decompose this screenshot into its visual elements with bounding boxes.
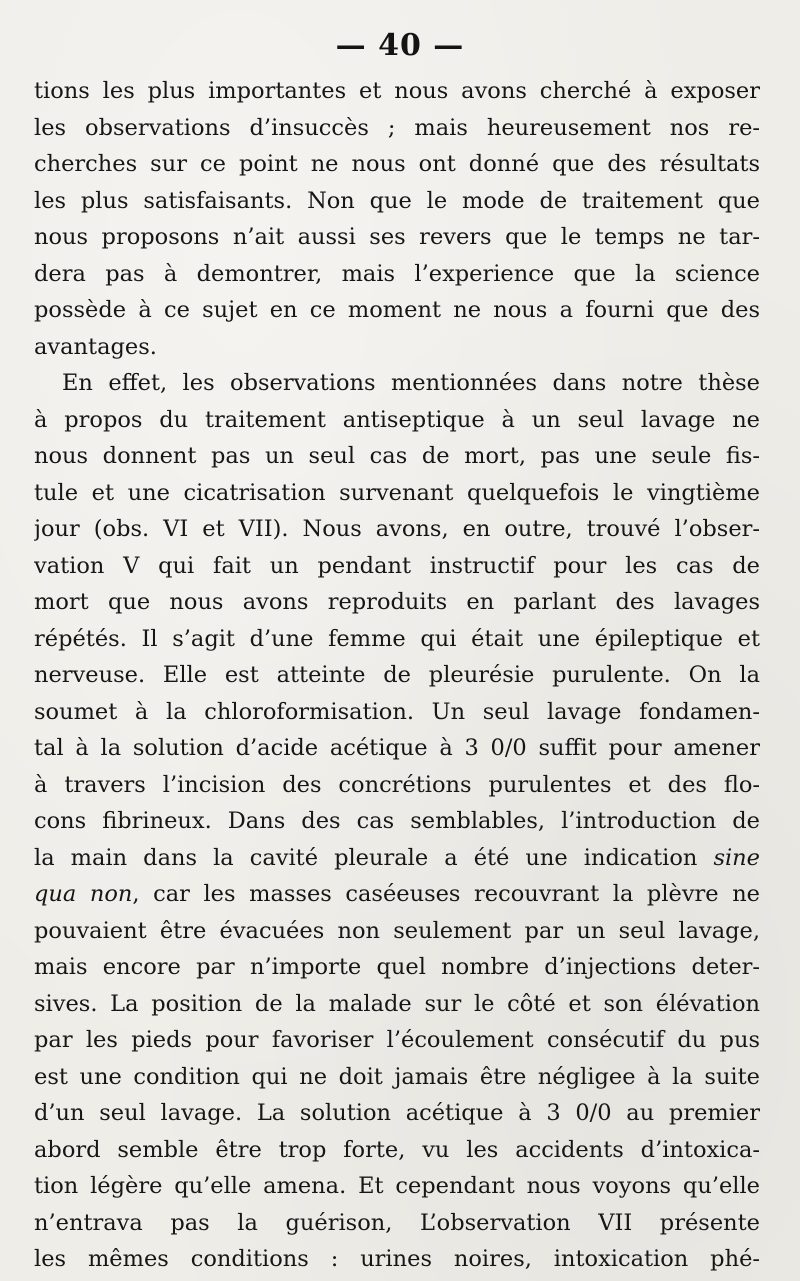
text-line: sives. La position de la malade sur le côté et son élévation	[34, 990, 760, 1017]
text-line: d’un seul lavage. La solution acétique à 3 0/0 au premier	[34, 1100, 760, 1126]
text-line: mais encore par n’importe quel nombre d’injections deter-	[34, 954, 760, 980]
text-line: répétés. Il s’agit d’une femme qui était une épileptique et	[34, 625, 760, 652]
text-line: avantages.	[34, 333, 157, 360]
text-line: cons fibrineux. Dans des cas semblables, l’introduction de	[34, 808, 760, 834]
text-line: tule et une cicatrisation survenant quelquefois le vingtième	[34, 479, 760, 506]
text-line: vation V qui fait un pendant instructif pour les cas de	[34, 552, 760, 579]
text-line: nerveuse. Elle est atteinte de pleurésie purulente. On la	[34, 662, 760, 688]
text-line: tions les plus importantes et nous avons cherché à exposer	[34, 78, 760, 104]
text-line: tion légère qu’elle amena. Et cependant nous voyons qu’elle	[34, 1173, 760, 1199]
text-line: par les pieds pour favoriser l’écoulement consécutif du pus	[34, 1027, 760, 1053]
page-number: — 40 —	[335, 28, 465, 63]
text-span: , car les masses caséeuses recouvrant la plèvre ne	[132, 881, 760, 907]
text-line: les mêmes conditions : urines noires, intoxication phé-	[34, 1246, 760, 1272]
text-line: possède à ce sujet en ce moment ne nous a fourni que des	[34, 297, 760, 323]
italic-span: sine	[713, 844, 760, 871]
text-line	[34, 840, 760, 877]
text-line: pouvaient être évacuées non seulement par un seul lavage,	[34, 917, 760, 944]
text-line: à propos du traitement antiseptique à un seul lavage ne	[34, 406, 760, 433]
text-line: nous proposons n’ait aussi ses revers que le temps ne tar-	[34, 224, 760, 250]
text-line: est une condition qui ne doit jamais être négligee à la suite	[34, 1063, 760, 1090]
text-line: En effet, les observations mentionnées dans notre thèse	[62, 370, 760, 396]
text-line: nous donnent pas un seul cas de mort, pas une seule fis-	[34, 443, 760, 469]
text-span: la main dans la cavité pleurale a été une indication	[34, 844, 698, 871]
text-line: tal à la solution d’acide acétique à 3 0/0 suffit pour amener	[34, 735, 760, 761]
text-line	[34, 876, 760, 913]
text-line: jour (obs. VI et VII). Nous avons, en outre, trouvé l’obser-	[34, 516, 760, 542]
italic-span: qua non	[34, 881, 133, 907]
text-line: abord semble être trop forte, vu les accidents d’intoxica-	[34, 1136, 760, 1163]
text-line: cherches sur ce point ne nous ont donné que des résultats	[34, 151, 760, 177]
text-line: à travers l’incision des concrétions purulentes et des flo-	[34, 771, 760, 798]
text-line: mort que nous avons reproduits en parlant des lavages	[34, 589, 760, 615]
text-line: soumet à la chloroformisation. Un seul lavage fondamen-	[34, 698, 760, 725]
body-text	[34, 73, 760, 1278]
text-line: dera pas à demontrer, mais l’experience que la science	[34, 260, 760, 287]
text-line: les plus satisfaisants. Non que le mode de traitement que	[34, 187, 760, 214]
text-line: les observations d’insuccès ; mais heureusement nos re-	[34, 114, 760, 141]
text-line: n’entrava pas la guérison, L’observation VII présente	[34, 1209, 760, 1236]
